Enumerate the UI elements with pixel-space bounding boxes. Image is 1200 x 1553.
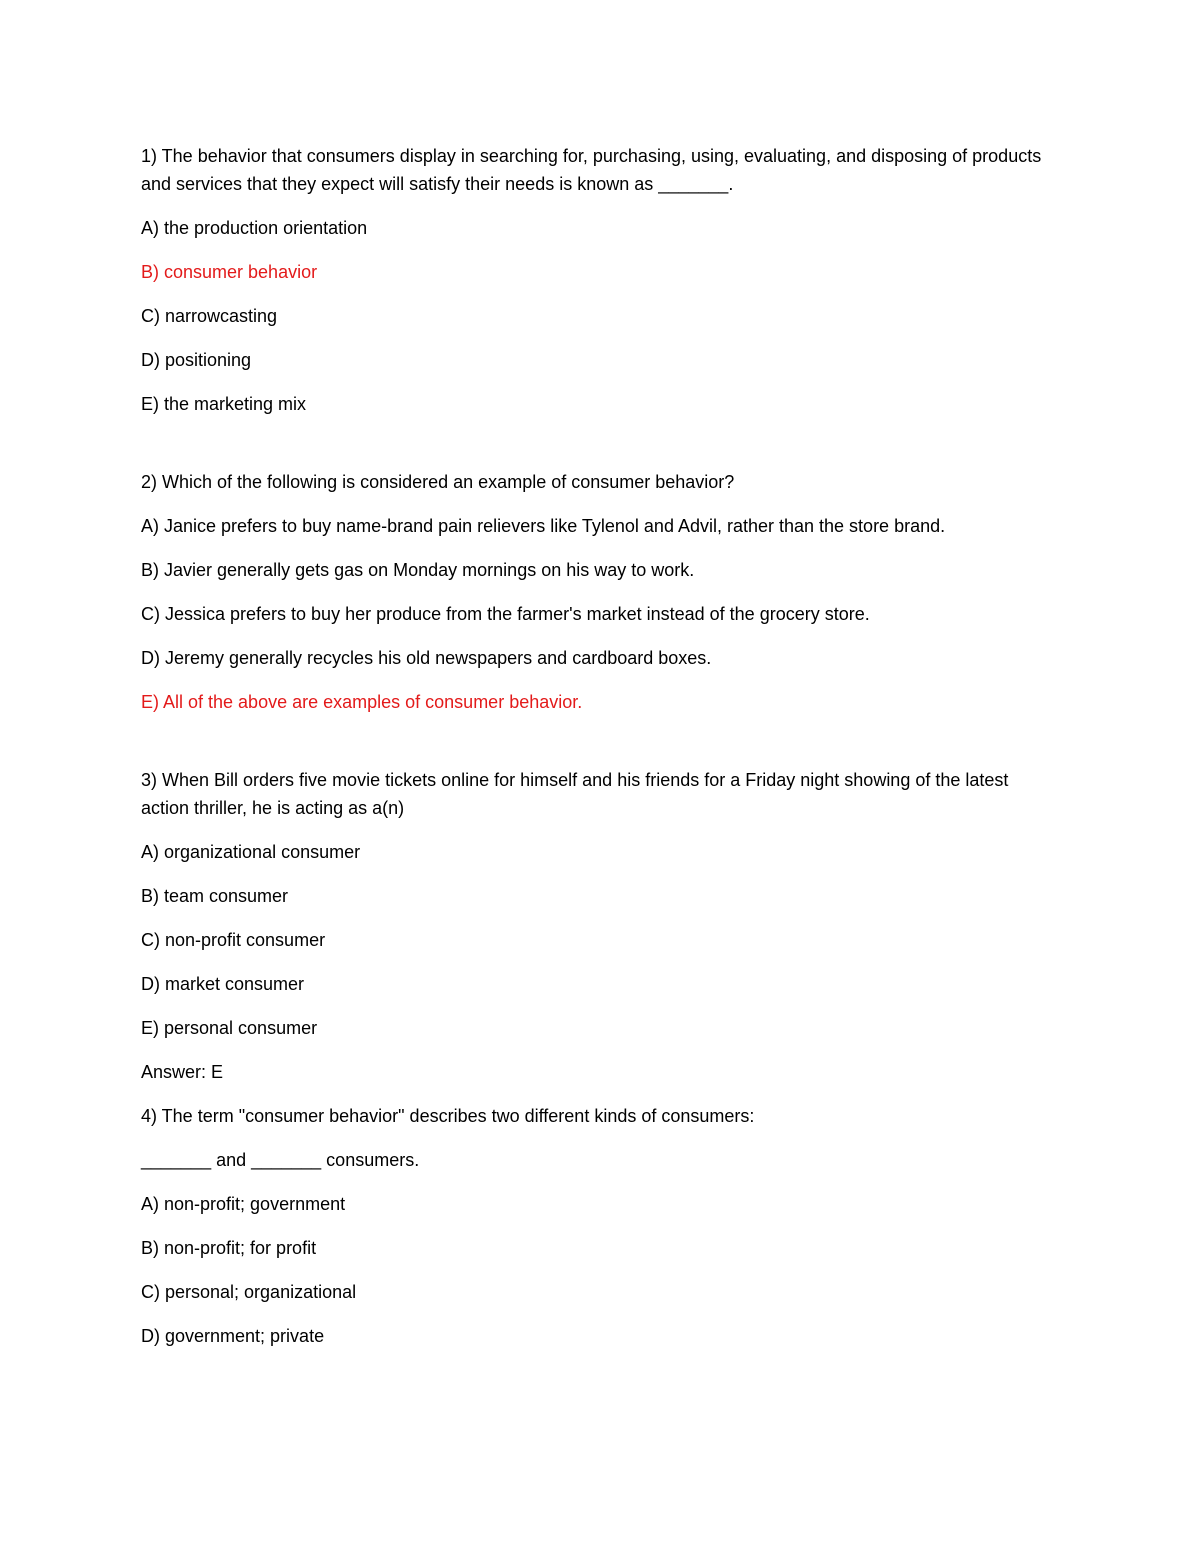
question-4-text: 4) The term "consumer behavior" describes two different kinds of consumers:	[141, 1106, 755, 1126]
question-3-option-d: D) market consumer	[141, 974, 305, 994]
question-2-option-e-correct: E) All of the above are examples of consumer behavior.	[141, 692, 583, 712]
quiz-content	[141, 142, 1061, 1366]
question-1-option-e: E) the marketing mix	[141, 394, 307, 414]
question-3-option-c: C) non-profit consumer	[141, 930, 326, 950]
question-3-option-e: E) personal consumer	[141, 1018, 318, 1038]
question-1	[141, 142, 1061, 418]
question-spacer	[141, 732, 1061, 766]
question-3-answer: Answer: E	[141, 1062, 224, 1082]
question-2-option-d: D) Jeremy generally recycles his old newspapers and cardboard boxes.	[141, 648, 712, 668]
question-2-option-b: B) Javier generally gets gas on Monday mornings on his way to work.	[141, 560, 695, 580]
question-1-option-a: A) the production orientation	[141, 218, 368, 238]
question-3-option-a: A) organizational consumer	[141, 842, 361, 862]
question-2-option-a: A) Janice prefers to buy name-brand pain relievers like Tylenol and Advil, rather than the store brand.	[141, 516, 946, 536]
question-2-option-c: C) Jessica prefers to buy her produce from the farmer's market instead of the grocery store.	[141, 604, 870, 624]
question-1-option-d: D) positioning	[141, 350, 252, 370]
question-4-text-line2: _______ and _______ consumers.	[141, 1150, 420, 1170]
question-4	[141, 1102, 1061, 1350]
question-2	[141, 468, 1061, 716]
question-4-option-b: B) non-profit; for profit	[141, 1238, 317, 1258]
question-3	[141, 766, 1061, 1086]
question-1-option-b-correct: B) consumer behavior	[141, 262, 318, 282]
question-2-text: 2) Which of the following is considered an example of consumer behavior?	[141, 472, 735, 492]
question-4-option-d: D) government; private	[141, 1326, 325, 1346]
question-4-option-c: C) personal; organizational	[141, 1282, 357, 1302]
question-1-option-c: C) narrowcasting	[141, 306, 278, 326]
question-1-text: 1) The behavior that consumers display in searching for, purchasing, using, evaluating, and disposing of products and services that they expect will satisfy their needs is known as _______.	[141, 146, 1042, 194]
question-3-text: 3) When Bill orders five movie tickets online for himself and his friends for a Friday night showing of the latest action thriller, he is acting as a(n)	[141, 770, 1009, 818]
question-spacer	[141, 434, 1061, 468]
question-4-option-a: A) non-profit; government	[141, 1194, 346, 1214]
question-3-option-b: B) team consumer	[141, 886, 289, 906]
